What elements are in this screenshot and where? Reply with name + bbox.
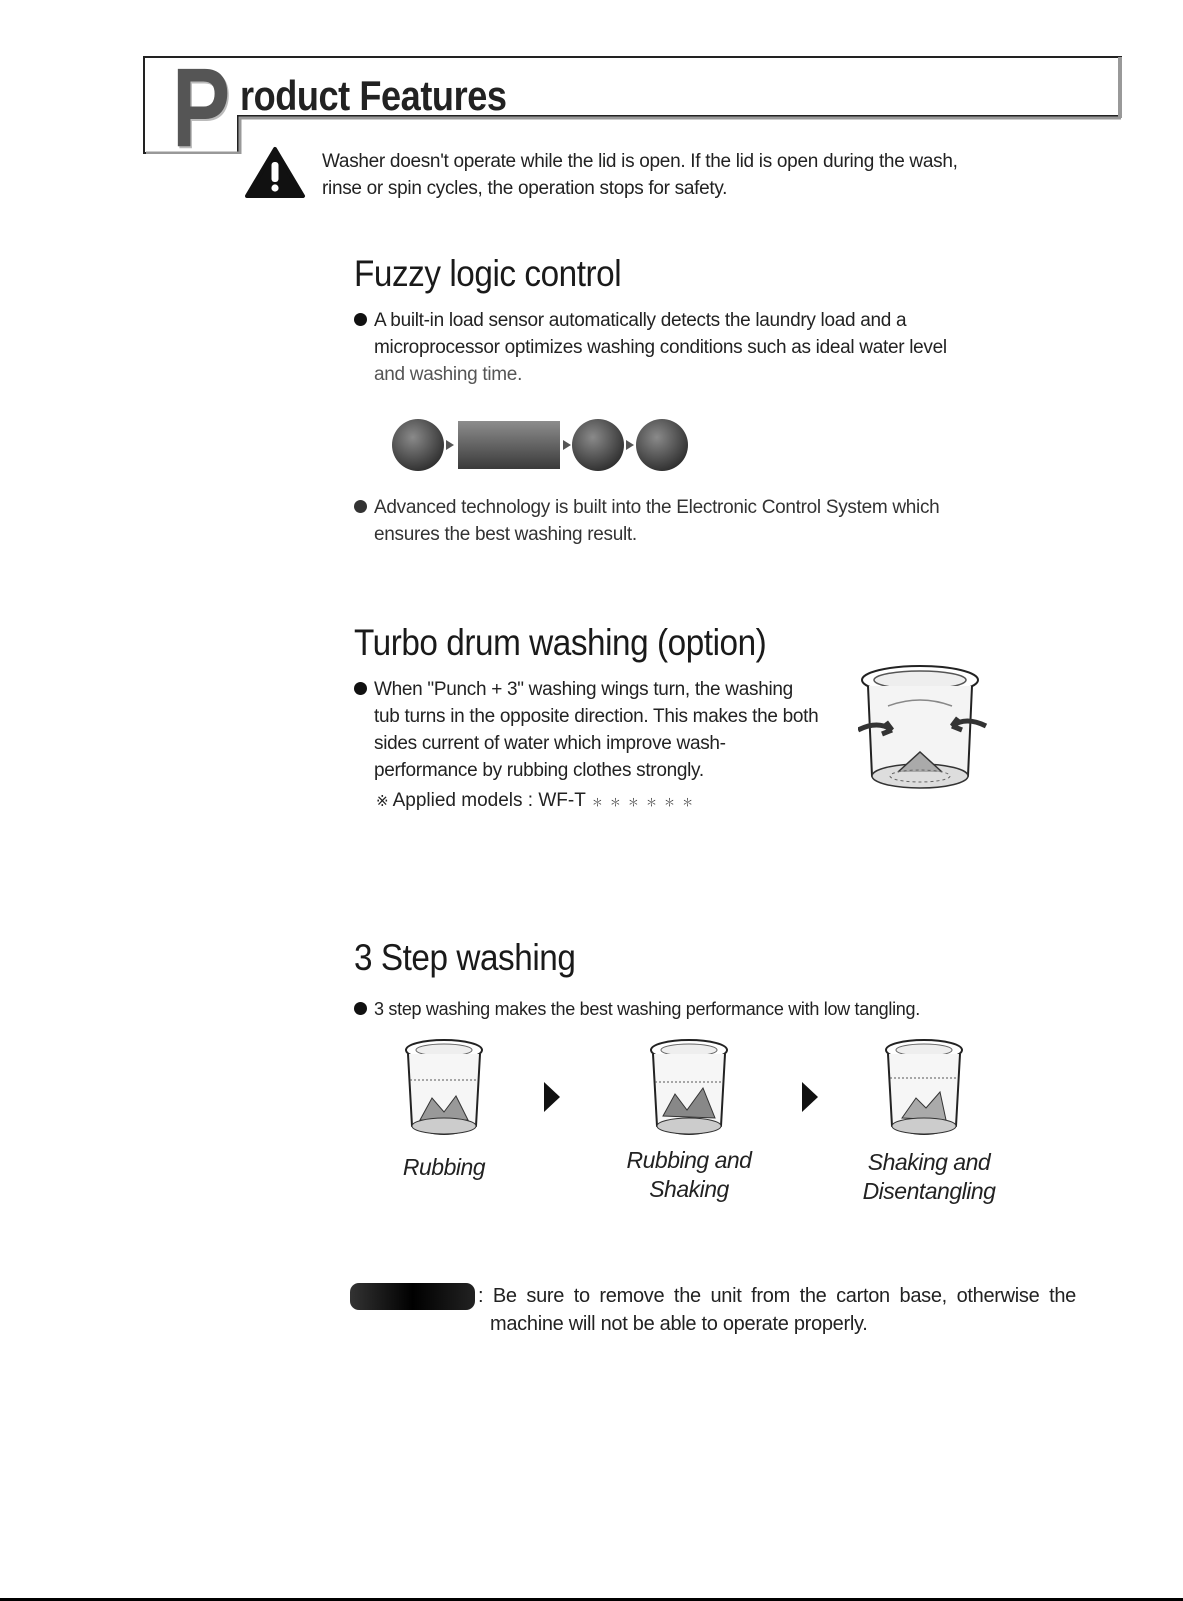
flow-arrow-2 bbox=[563, 440, 571, 450]
step-arrow-2-icon bbox=[800, 1080, 820, 1114]
step-1-drum-illustration bbox=[402, 1038, 486, 1142]
note-text-line-1: : Be sure to remove the unit from the carton base, otherwise the bbox=[478, 1285, 1076, 1307]
fuzzy-bullet-1-line-3: and washing time. bbox=[374, 364, 523, 385]
fuzzy-bullet-2-line-2: ensures the best washing result. bbox=[374, 524, 637, 545]
warning-text-line-1: Washer doesn't operate while the lid is open. If the lid is open during the wash, bbox=[322, 151, 958, 172]
turbo-bullet bbox=[354, 676, 874, 784]
warning-text bbox=[322, 148, 1022, 202]
flow-node-1 bbox=[392, 419, 444, 471]
step-1-caption bbox=[364, 1153, 524, 1182]
fuzzy-bullet-1-line-2: microprocessor optimizes washing conditions such as ideal water level bbox=[374, 337, 947, 358]
bullet-dot bbox=[354, 682, 367, 695]
applied-models-label: Applied models : WF-T bbox=[392, 790, 586, 811]
turbo-bullet-line-2: tub turns in the opposite direction. This makes the both bbox=[374, 706, 819, 727]
section-title-turbo-drum: Turbo drum washing (option) bbox=[354, 622, 767, 663]
flow-node-2 bbox=[458, 421, 560, 469]
bullet-dot bbox=[354, 1002, 367, 1015]
flow-arrow-3 bbox=[626, 440, 634, 450]
applied-models bbox=[376, 790, 695, 812]
step-3-caption-line-1: Shaking and bbox=[867, 1149, 991, 1175]
note-text-line-2: machine will not be able to operate properly. bbox=[490, 1313, 868, 1335]
reference-mark-icon: ※ bbox=[376, 793, 389, 810]
note-text bbox=[478, 1282, 1076, 1338]
bullet-dot bbox=[354, 313, 367, 326]
warning-triangle-icon bbox=[244, 146, 306, 200]
step-3-caption-line-2: Disentangling bbox=[862, 1178, 996, 1204]
flow-arrow-1 bbox=[446, 440, 454, 450]
step-2-caption-line-2: Shaking bbox=[649, 1176, 729, 1202]
warning-text-line-2: rinse or spin cycles, the operation stops for safety. bbox=[322, 178, 728, 199]
step-bullet-text: 3 step washing makes the best washing performance with low tangling. bbox=[374, 999, 920, 1019]
step-arrow-1-icon bbox=[542, 1080, 562, 1114]
step-2-drum-illustration bbox=[647, 1038, 731, 1142]
note-label-badge bbox=[350, 1283, 475, 1310]
fuzzy-bullet-2 bbox=[354, 494, 1014, 548]
flow-node-4 bbox=[636, 419, 688, 471]
fuzzy-bullet-1-line-1: A built-in load sensor automatically detects the laundry load and a bbox=[374, 310, 907, 331]
step-2-caption bbox=[604, 1146, 774, 1204]
fuzzy-bullet-1 bbox=[354, 307, 1014, 388]
page-title: roduct Features bbox=[240, 72, 507, 119]
bullet-dot bbox=[354, 500, 367, 513]
fuzzy-bullet-2-line-1: Advanced technology is built into the Electronic Control System which bbox=[374, 497, 940, 518]
section-title-3-step-washing: 3 Step washing bbox=[354, 937, 576, 978]
step-3-caption bbox=[839, 1148, 1019, 1206]
step-3-drum-illustration bbox=[882, 1038, 966, 1142]
title-initial: P bbox=[172, 45, 231, 170]
fuzzy-logic-flow-diagram bbox=[392, 418, 692, 472]
step-1-caption-line-1: Rubbing bbox=[402, 1154, 486, 1180]
turbo-bullet-line-4: performance by rubbing clothes strongly. bbox=[374, 760, 704, 781]
section-title-fuzzy-logic: Fuzzy logic control bbox=[354, 253, 622, 294]
turbo-bullet-line-1: When "Punch + 3" washing wings turn, the washing bbox=[374, 679, 793, 700]
turbo-drum-illustration bbox=[858, 664, 988, 798]
step-2-caption-line-1: Rubbing and bbox=[626, 1147, 752, 1173]
turbo-bullet-line-3: sides current of water which improve wash- bbox=[374, 733, 726, 754]
flow-node-3 bbox=[572, 419, 624, 471]
step-bullet bbox=[354, 996, 1074, 1023]
applied-models-asterisks: ＊ ＊ ＊ ＊ ＊ ＊ bbox=[591, 797, 696, 809]
